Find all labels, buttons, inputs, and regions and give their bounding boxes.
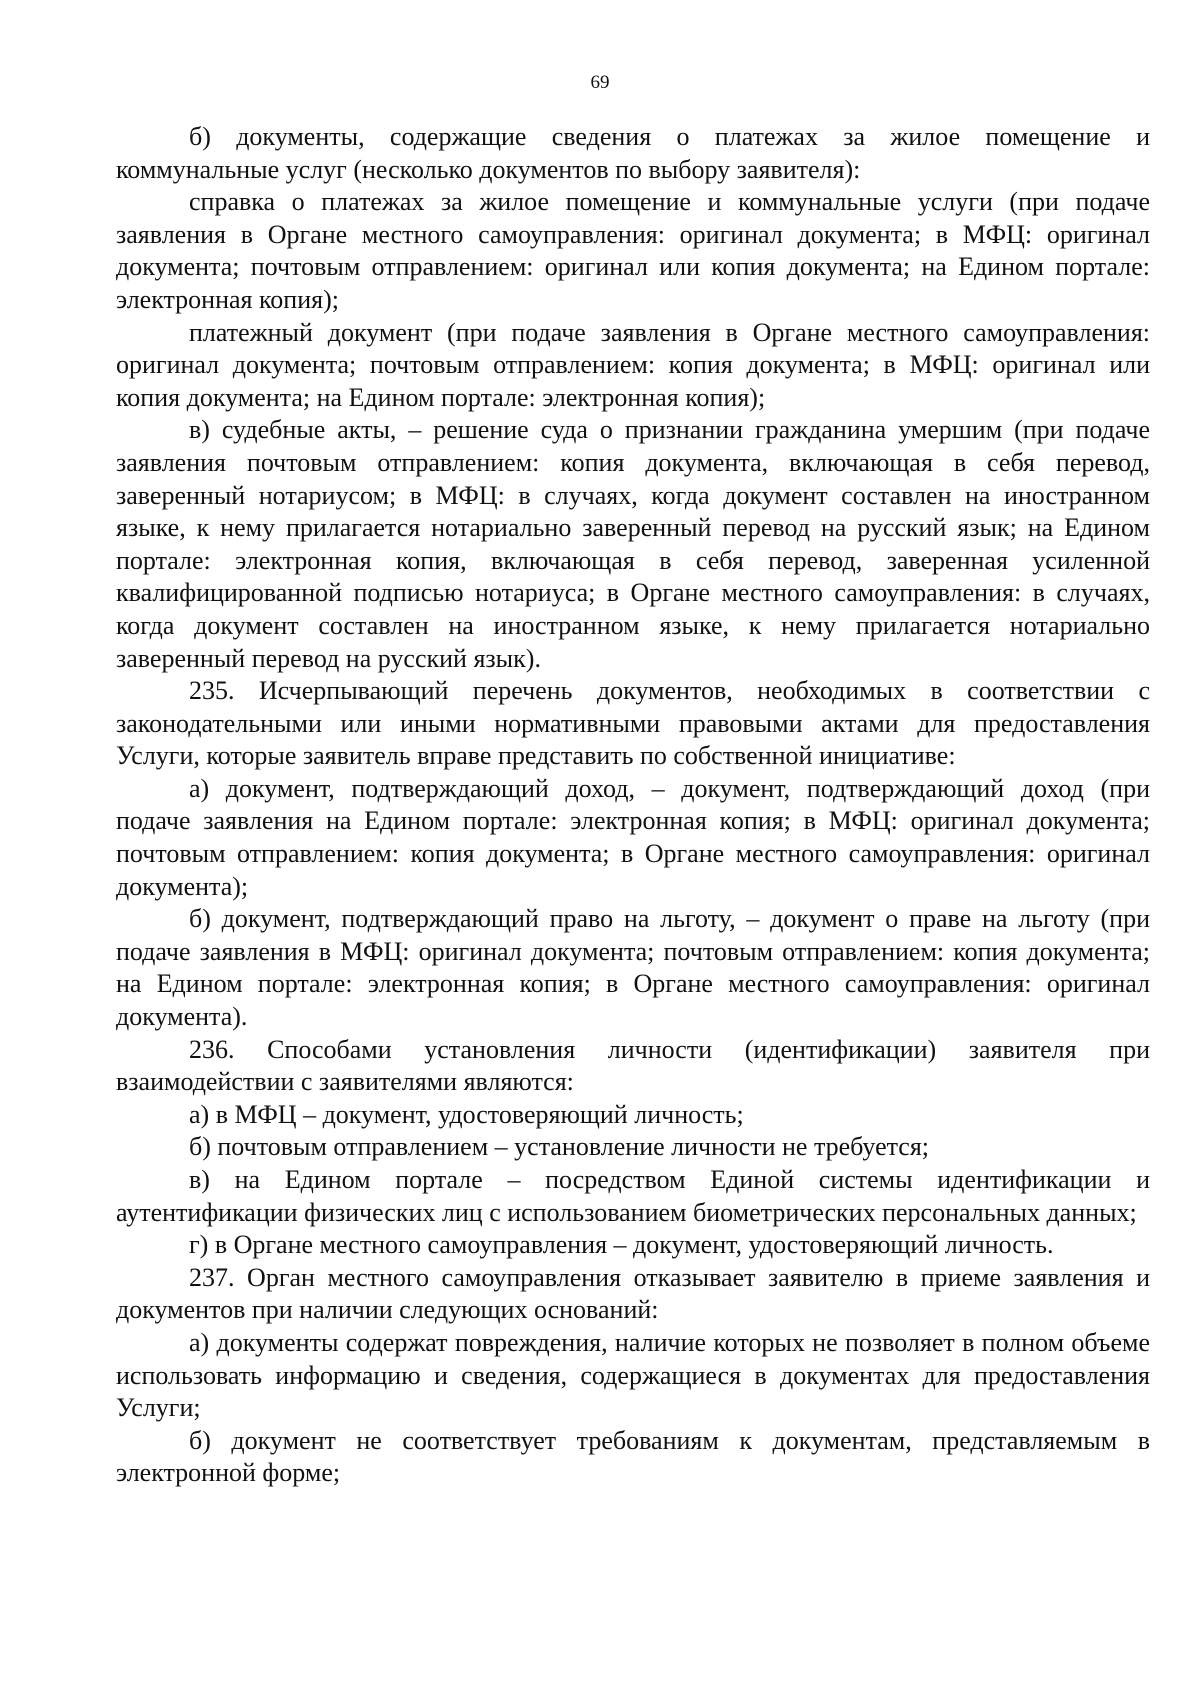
paragraph-postal-identification: б) почтовым отправлением – установление личности не требуется; [189,1132,930,1162]
paragraph-item-237: 237. Орган местного самоуправления отказывает заявителю в приеме заявления и документов при наличии следующих оснований: [116,1262,1150,1325]
paragraph-benefit-document: б) документ, подтверждающий право на льготу, – документ о праве на льготу (при подаче заявления в МФЦ: оригинал документа; почтовым отправлением: копия документа; на Едином портале: электронная копия; в Органе местного самоуправления: оригинал документа). [116,904,1150,1032]
paragraph-court-acts: в) судебные акты, – решение суда о признании гражданина умершим (при подаче заявления почтовым отправлением: копия документа, включающая в себя перевод, заверенный нотариусом; в МФЦ: в случаях, когда документ составлен на иностранном языке, к нему прилагается нотариально заверенный перевод на русский язык; на Едином портале: электронная копия, включающая в себя перевод, заверенная усиленной квалифицированной подписью нотариуса; в Органе местного самоуправления: в случаях, когда документ составлен на иностранном языке, к нему прилагается нотариально заверенный перевод на русский язык). [116,415,1150,673]
document-body [116,121,1150,1490]
paragraph-damaged-documents: а) документы содержат повреждения, наличие которых не позволяет в полном объеме использовать информацию и сведения, содержащиеся в документах для предоставления Услуги; [116,1327,1150,1423]
page-number: 69 [590,72,610,93]
paragraph-payment-certificate: справка о платежах за жилое помещение и коммунальные услуги (при подаче заявления в Органе местного самоуправления: оригинал документа; в МФЦ: оригинал документа; почтовым отправлением: оригинал или копия документа; на Едином портале: электронная копия); [116,187,1150,314]
paragraph-income-document: а) документ, подтверждающий доход, – документ, подтверждающий доход (при подаче заявления на Едином портале: электронная копия; в МФЦ: оригинал документа; почтовым отправлением: копия документа; в Органе местного самоуправления: оригинал документа); [116,773,1150,901]
paragraph-payment-document: платежный документ (при подаче заявления в Органе местного самоуправления: оригинал документа; почтовым отправлением: копия документа; в МФЦ: оригинал или копия документа; на Едином портале: электронная копия); [116,317,1150,412]
paragraph-mfc-identification: а) в МФЦ – документ, удостоверяющий личность; [189,1099,744,1129]
paragraph-authority-identification: г) в Органе местного самоуправления – документ, удостоверяющий личность. [189,1230,1054,1260]
paragraph-item-235: 235. Исчерпывающий перечень документов, необходимых в соответствии с законодательными или иными нормативными правовыми актами для предоставления Услуги, которые заявитель вправе представить по собственной инициативе: [116,676,1150,771]
paragraph-payment-documents: б) документы, содержащие сведения о платежах за жилое помещение и коммунальные услуг (несколько документов по выбору заявителя): [116,122,1150,184]
paragraph-electronic-form: б) документ не соответствует требованиям к документам, представляемым в электронной форме; [116,1425,1150,1488]
paragraph-item-236: 236. Способами установления личности (идентификации) заявителя при взаимодействии с заявителями являются: [116,1034,1150,1097]
paragraph-portal-identification: в) на Едином портале – посредством Единой системы идентификации и аутентификации физических лиц с использованием биометрических персональных данных; [116,1165,1150,1227]
